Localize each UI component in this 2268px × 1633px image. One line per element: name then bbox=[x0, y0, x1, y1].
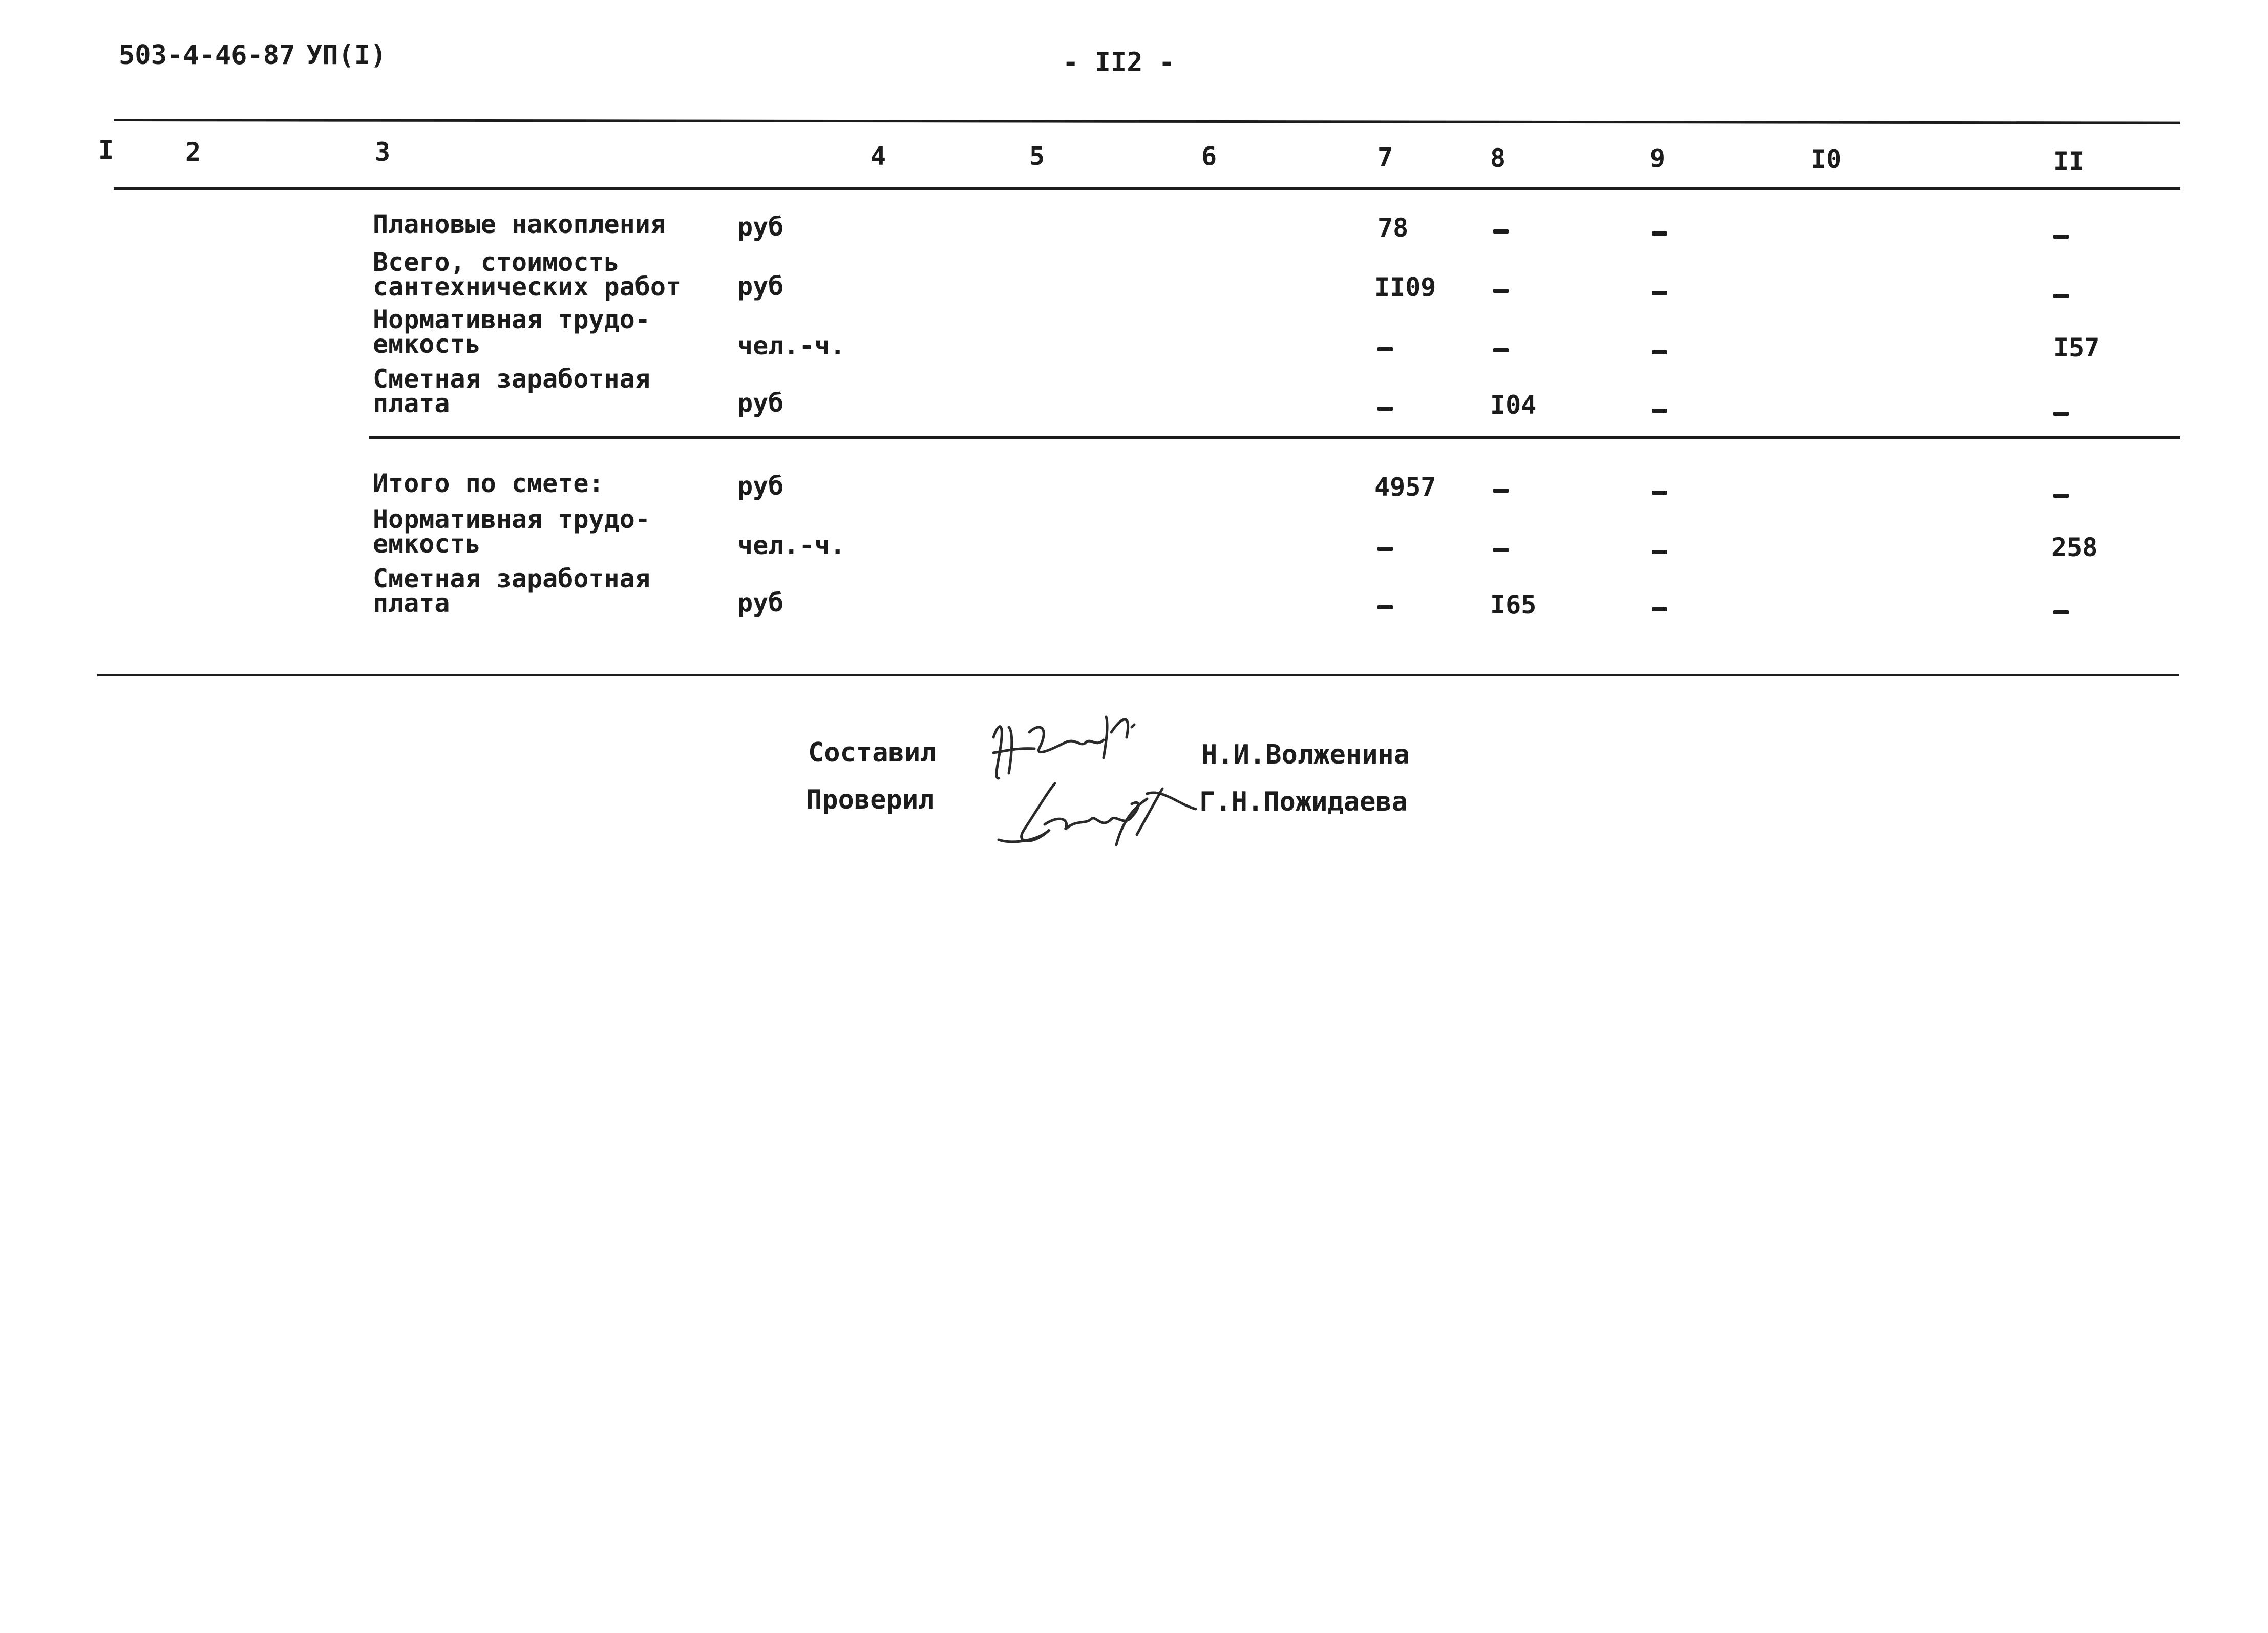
col11-dash bbox=[2053, 235, 2069, 239]
column-number-4: 4 bbox=[871, 141, 886, 171]
row-unit: чел.-ч. bbox=[737, 331, 845, 360]
column-number-8: 8 bbox=[1490, 143, 1506, 173]
col7-value: 4957 bbox=[1374, 472, 1436, 502]
row-unit: руб bbox=[737, 388, 784, 418]
row-unit: руб bbox=[737, 212, 784, 242]
col8-value: I65 bbox=[1490, 590, 1537, 620]
row-name: Нормативная трудо- емкость bbox=[373, 305, 650, 359]
col8-dash bbox=[1493, 348, 1509, 352]
page-number: - II2 - bbox=[1063, 47, 1175, 78]
col9-dash bbox=[1652, 491, 1667, 495]
row-name: Всего, стоимость сантехнических работ bbox=[373, 247, 682, 302]
column-number-5: 5 bbox=[1029, 141, 1045, 171]
row-unit: чел.-ч. bbox=[737, 531, 845, 560]
col8-value: I04 bbox=[1490, 390, 1537, 420]
col9-dash bbox=[1652, 607, 1667, 611]
checker-signature bbox=[993, 768, 1198, 860]
col11-dash bbox=[2053, 412, 2069, 416]
column-number-9: 9 bbox=[1650, 143, 1666, 173]
col7-value: 78 bbox=[1377, 213, 1409, 243]
table-top-rule bbox=[114, 119, 2180, 124]
document-code: 503-4-46-87 bbox=[119, 40, 295, 71]
table-bottom-rule bbox=[97, 674, 2179, 676]
compiled-by-label: Составил bbox=[808, 737, 937, 768]
row-name: Плановые накопления bbox=[373, 209, 666, 239]
col11-dash bbox=[2053, 494, 2069, 498]
row-name: Сметная заработная плата bbox=[373, 564, 650, 618]
checked-by-label: Проверил bbox=[806, 784, 935, 815]
row-unit: руб bbox=[737, 471, 784, 501]
album-number: УП(I) bbox=[306, 40, 387, 71]
col11-value: I57 bbox=[2053, 333, 2100, 363]
col7-dash bbox=[1377, 605, 1393, 609]
row-name: Сметная заработная плата bbox=[373, 364, 650, 418]
compiled-by-name: Н.И.Волженина bbox=[1201, 739, 1410, 770]
col9-dash bbox=[1652, 550, 1667, 554]
column-number-2: 2 bbox=[185, 137, 201, 167]
column-number-1: I bbox=[98, 135, 114, 165]
col8-dash bbox=[1493, 489, 1509, 493]
row-name: Итого по смете: bbox=[373, 469, 604, 498]
col11-dash bbox=[2053, 294, 2069, 298]
col7-value: II09 bbox=[1374, 272, 1436, 302]
col7-dash bbox=[1377, 407, 1393, 411]
col7-dash bbox=[1377, 547, 1393, 551]
column-number-10: I0 bbox=[1811, 144, 1842, 174]
col8-dash bbox=[1493, 229, 1509, 234]
col8-dash bbox=[1493, 548, 1509, 552]
col9-dash bbox=[1652, 291, 1667, 295]
section-separator-rule bbox=[369, 436, 2180, 439]
col7-dash bbox=[1377, 347, 1393, 351]
col9-dash bbox=[1652, 409, 1667, 413]
column-number-7: 7 bbox=[1377, 142, 1393, 172]
column-number-11: II bbox=[2053, 146, 2085, 176]
col11-value: 258 bbox=[2051, 533, 2098, 562]
row-unit: руб bbox=[737, 271, 784, 301]
col8-dash bbox=[1493, 289, 1509, 293]
col9-dash bbox=[1652, 350, 1667, 354]
col11-dash bbox=[2053, 610, 2069, 614]
column-number-3: 3 bbox=[375, 137, 391, 167]
col9-dash bbox=[1652, 231, 1667, 236]
row-unit: руб bbox=[737, 588, 784, 618]
column-number-6: 6 bbox=[1201, 141, 1217, 171]
header-bottom-rule bbox=[114, 187, 2180, 190]
checked-by-name: Г.Н.Пожидаева bbox=[1199, 787, 1408, 817]
row-name: Нормативная трудо- емкость bbox=[373, 504, 650, 559]
